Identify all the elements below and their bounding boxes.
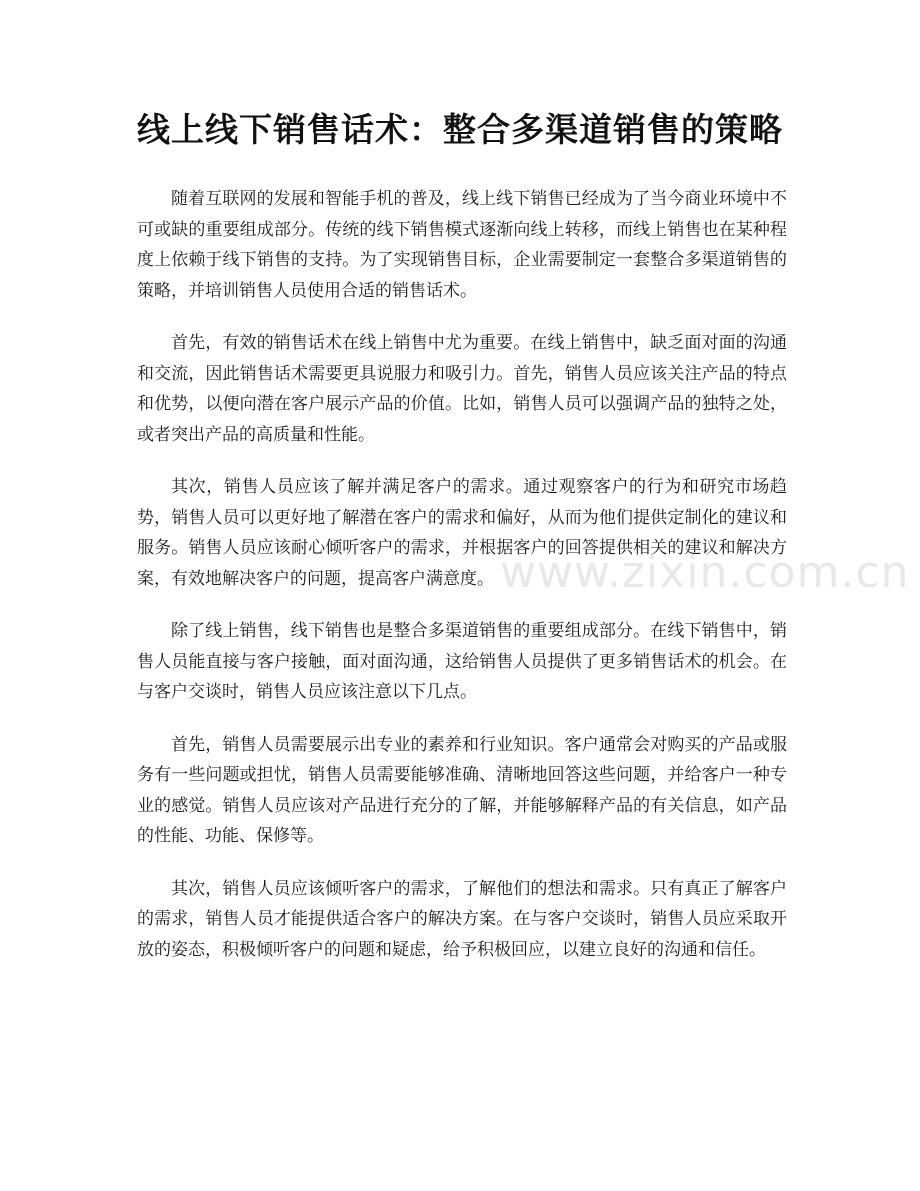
paragraph-6: 其次，销售人员应该倾听客户的需求，了解他们的想法和需求。只有真正了解客户的需求，销售人员才能提供适合客户的解决方案。在与客户交谈时，销售人员应采取开放的姿态，积极倾听客户的问题和疑虑，给予积极回应，以建立良好的沟通和信任。 (137, 878, 787, 960)
paragraph-5: 首先，销售人员需要展示出专业的素养和行业知识。客户通常会对购买的产品或服务有一些问题或担忧，销售人员需要能够准确、清晰地回答这些问题，并给客户一种专业的感觉。销售人员应该对产品进行充分的了解，并能够解释产品的有关信息，如产品的性能、功能、保修等。 (137, 734, 787, 846)
document-body (137, 184, 787, 987)
paragraph-3: 其次，销售人员应该了解并满足客户的需求。通过观察客户的行为和研究市场趋势，销售人员可以更好地了解潜在客户的需求和偏好，从而为他们提供定制化的建议和服务。销售人员应该耐心倾听客户的需求，并根据客户的回答提供相关的建议和解决方案，有效地解决客户的问题，提高客户满意度。 (137, 477, 787, 589)
document-title: 线上线下销售话术：整合多渠道销售的策略 (137, 110, 783, 149)
paragraph-4: 除了线上销售，线下销售也是整合多渠道销售的重要组成部分。在线下销售中，销售人员能直接与客户接触，面对面沟通，这给销售人员提供了更多销售话术的机会。在与客户交谈时，销售人员应该注意以下几点。 (137, 621, 787, 702)
watermark-text: www.zixin.com.cn (500, 547, 910, 598)
paragraph-2: 首先，有效的销售话术在线上销售中尤为重要。在线上销售中，缺乏面对面的沟通和交流，因此销售话术需要更具说服力和吸引力。首先，销售人员应该关注产品的特点和优势，以便向潜在客户展示产品的价值。比如，销售人员可以强调产品的独特之处，或者突出产品的高质量和性能。 (137, 333, 787, 445)
paragraph-1: 随着互联网的发展和智能手机的普及，线上线下销售已经成为了当今商业环境中不可或缺的重要组成部分。传统的线下销售模式逐渐向线上转移，而线上销售也在某种程度上依赖于线下销售的支持。为了实现销售目标，企业需要制定一套整合多渠道销售的策略，并培训销售人员使用合适的销售话术。 (137, 189, 787, 301)
